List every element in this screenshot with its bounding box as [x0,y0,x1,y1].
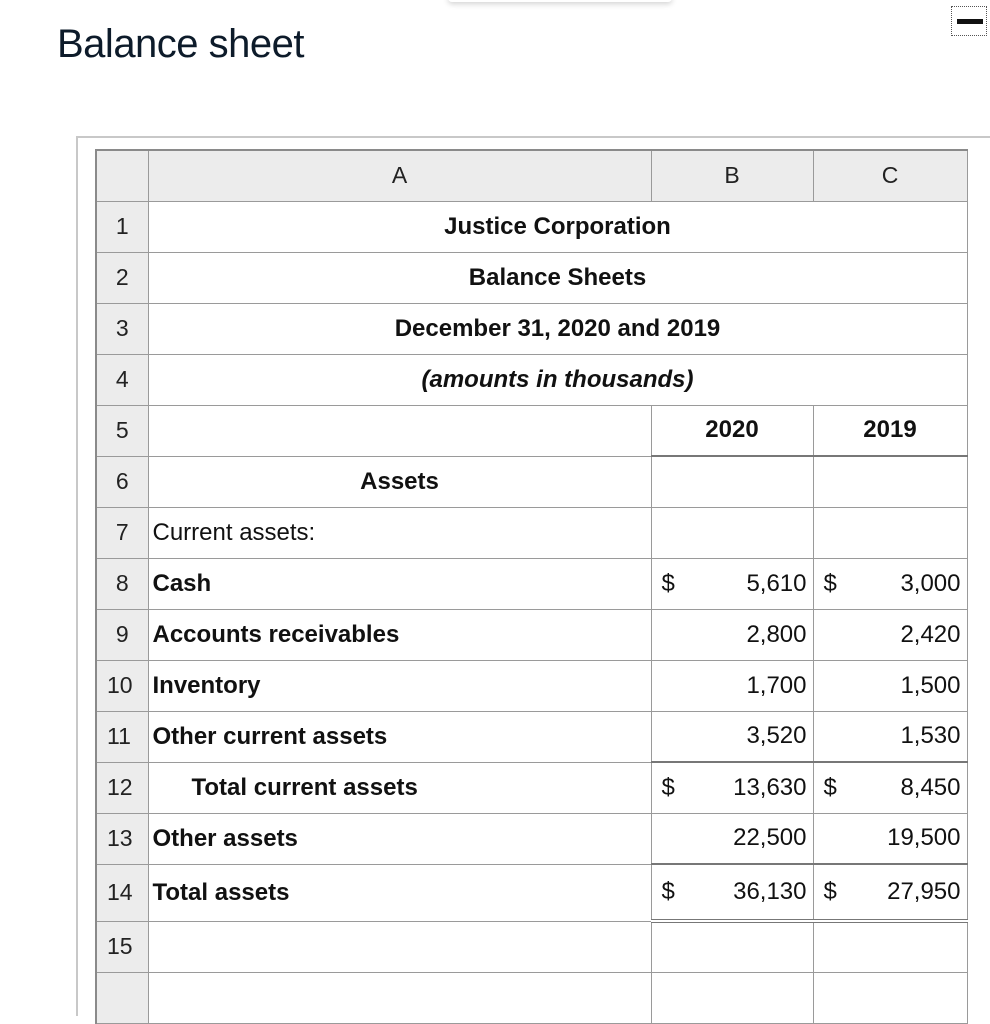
other-current-2019-value: 1,530 [900,722,961,750]
other-current-2020-cell[interactable] [651,711,813,762]
table-row [96,405,967,456]
column-header-a[interactable]: A [148,150,651,201]
total-current-2019-value: 8,450 [900,773,961,801]
row-number[interactable]: 1 [96,201,148,252]
cash-2020-cell[interactable] [651,558,813,609]
table-row [96,354,967,405]
receivables-2019-cell[interactable] [813,609,967,660]
corner-cell[interactable] [96,150,148,201]
amount-units-cell[interactable]: (amounts in thousands) [148,354,967,405]
company-name-cell[interactable]: Justice Corporation [148,201,967,252]
row-number[interactable]: 10 [96,660,148,711]
inventory-label[interactable]: Inventory [148,660,651,711]
dollar-sign: $ [823,878,837,905]
table-row [96,711,967,762]
table-row [96,972,967,1023]
other-assets-2019-cell[interactable] [813,813,967,864]
spreadsheet-grid [95,149,968,1024]
minimize-icon [957,19,983,24]
assets-heading-cell[interactable]: Assets [148,456,651,507]
table-row [96,864,967,921]
receivables-2020-value: 2,800 [746,620,807,648]
total-current-2019-cell[interactable] [813,762,967,813]
table-row [96,201,967,252]
column-header-c[interactable]: C [813,150,967,201]
row-number[interactable]: 11 [96,711,148,762]
year-2019-header[interactable]: 2019 [813,405,967,456]
total-current-assets-label[interactable]: Total current assets [148,762,651,813]
cell-b6[interactable] [651,456,813,507]
total-assets-label[interactable]: Total assets [148,864,651,921]
total-assets-2020-cell[interactable] [651,864,813,921]
minimize-button[interactable] [951,6,987,36]
inventory-2020-value: 1,700 [746,671,807,699]
cell-c7[interactable] [813,507,967,558]
row-number[interactable]: 9 [96,609,148,660]
cell-c16[interactable] [813,972,967,1023]
table-row [96,303,967,354]
row-number[interactable]: 12 [96,762,148,813]
row-number[interactable]: 14 [96,864,148,921]
current-assets-label[interactable]: Current assets: [148,507,651,558]
cash-2020-value: 5,610 [746,569,807,597]
other-current-2020-value: 3,520 [746,722,807,750]
other-assets-2020-cell[interactable] [651,813,813,864]
row-number[interactable]: 5 [96,405,148,456]
cash-label[interactable]: Cash [148,558,651,609]
column-header-row [96,150,967,201]
cell-a15[interactable] [148,921,651,972]
row-number[interactable]: 4 [96,354,148,405]
cell-a16[interactable] [148,972,651,1023]
statement-date-cell[interactable]: December 31, 2020 and 2019 [148,303,967,354]
row-number[interactable]: 3 [96,303,148,354]
row-number-partial[interactable] [96,972,148,1023]
receivables-2019-value: 2,420 [900,620,961,648]
dollar-sign: $ [661,773,675,801]
accounts-receivables-label[interactable]: Accounts receivables [148,609,651,660]
page-title: Balance sheet [57,22,305,66]
cash-2019-value: 3,000 [900,569,961,597]
table-row [96,558,967,609]
table-row [96,813,967,864]
inventory-2020-cell[interactable] [651,660,813,711]
cell-c15[interactable] [813,921,967,972]
cell-b15[interactable] [651,921,813,972]
inventory-2019-cell[interactable] [813,660,967,711]
dollar-sign: $ [661,569,675,597]
statement-title-cell[interactable]: Balance Sheets [148,252,967,303]
row-number[interactable]: 13 [96,813,148,864]
dollar-sign: $ [823,773,837,801]
table-row [96,660,967,711]
dollar-sign: $ [661,878,675,905]
table-row [96,921,967,972]
total-assets-2019-cell[interactable] [813,864,967,921]
table-row [96,609,967,660]
other-assets-label[interactable]: Other assets [148,813,651,864]
total-assets-2019-value: 27,950 [887,878,961,905]
row-number[interactable]: 8 [96,558,148,609]
row-number[interactable]: 15 [96,921,148,972]
other-current-2019-cell[interactable] [813,711,967,762]
cell-b16[interactable] [651,972,813,1023]
other-assets-2019-value: 19,500 [887,824,961,852]
total-current-2020-cell[interactable] [651,762,813,813]
table-row [96,252,967,303]
inventory-2019-value: 1,500 [900,671,961,699]
cell-b7[interactable] [651,507,813,558]
top-popup-edge [448,0,672,2]
column-header-b[interactable]: B [651,150,813,201]
total-assets-2020-value: 36,130 [733,878,807,905]
cell-c6[interactable] [813,456,967,507]
year-2020-header[interactable]: 2020 [651,405,813,456]
row-number[interactable]: 7 [96,507,148,558]
cash-2019-cell[interactable] [813,558,967,609]
row-number[interactable]: 2 [96,252,148,303]
other-assets-2020-value: 22,500 [733,824,807,852]
receivables-2020-cell[interactable] [651,609,813,660]
total-current-2020-value: 13,630 [733,773,807,801]
row-number[interactable]: 6 [96,456,148,507]
cell-a5[interactable] [148,405,651,456]
table-row [96,456,967,507]
dollar-sign: $ [823,569,837,597]
table-row [96,507,967,558]
other-current-assets-label[interactable]: Other current assets [148,711,651,762]
table-row [96,762,967,813]
